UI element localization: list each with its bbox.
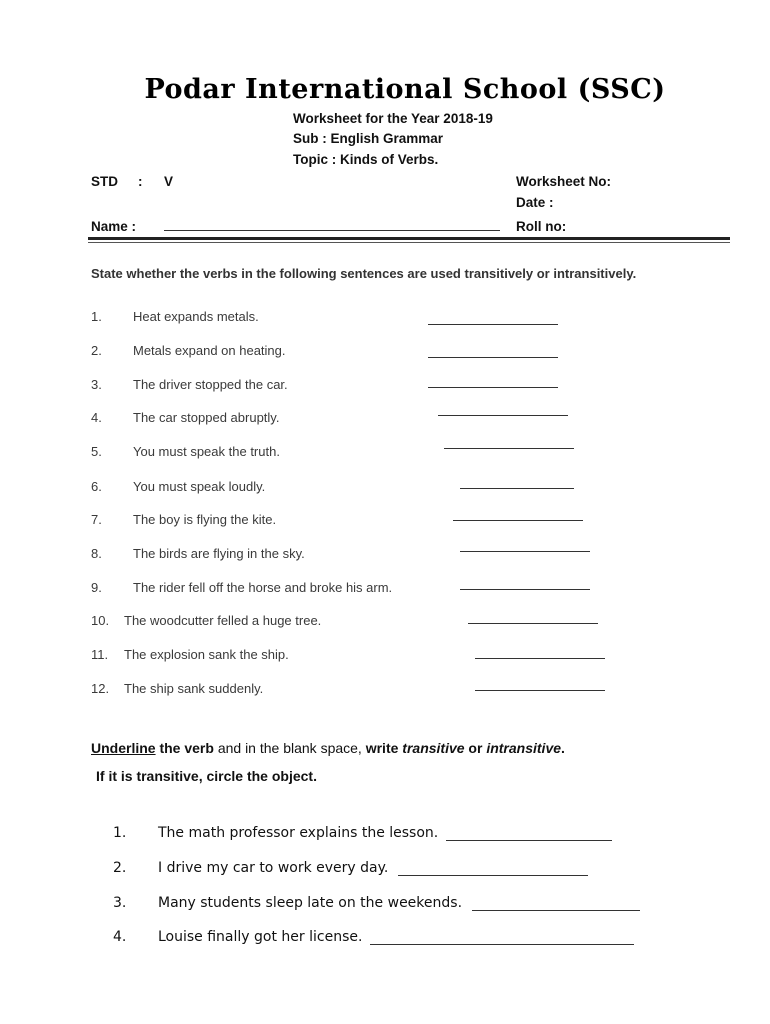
answer-blank[interactable]: [428, 387, 558, 388]
roll-no-label: Roll no:: [516, 219, 567, 234]
answer-blank[interactable]: [444, 448, 574, 449]
question-number: 1.: [91, 309, 102, 324]
answer-blank[interactable]: [428, 324, 558, 325]
question-number: 10.: [91, 613, 110, 628]
answer-blank[interactable]: [438, 415, 568, 416]
topic-line: Topic : Kinds of Verbs.: [293, 152, 439, 167]
section2-instruction-line2: If it is transitive, circle the object.: [96, 768, 317, 784]
question-number: 2.: [91, 343, 102, 358]
std-value: V: [164, 174, 174, 189]
sentence-number: 1.: [113, 825, 127, 841]
instr-intransitive: intransitive: [486, 740, 562, 756]
section2-instruction: [91, 740, 565, 756]
answer-blank[interactable]: [472, 910, 640, 911]
question-text: You must speak loudly.: [133, 479, 266, 494]
header-divider-thick: [88, 237, 730, 240]
std-colon: :: [138, 174, 143, 189]
answer-blank[interactable]: [428, 357, 558, 358]
answer-blank[interactable]: [460, 488, 574, 489]
sentence-number: 3.: [113, 895, 127, 911]
instr-transitive: transitive: [402, 740, 465, 756]
answer-blank[interactable]: [453, 520, 583, 521]
name-label: Name :: [91, 219, 137, 234]
question-number: 12.: [91, 681, 110, 696]
school-title: Podar International School (SSC): [144, 74, 666, 105]
date-label: Date :: [516, 195, 554, 210]
answer-blank[interactable]: [398, 875, 588, 876]
instr-period: .: [561, 740, 565, 756]
worksheet-year: Worksheet for the Year 2018-19: [293, 111, 493, 126]
answer-blank[interactable]: [475, 658, 605, 659]
answer-blank[interactable]: [446, 840, 612, 841]
header-divider-thin: [88, 242, 730, 243]
answer-blank[interactable]: [460, 551, 590, 552]
sentence-text: Louise finally got her license.: [158, 929, 363, 945]
question-text: You must speak the truth.: [133, 444, 280, 459]
question-text: The woodcutter felled a huge tree.: [124, 613, 322, 628]
instr-underline: Underline: [91, 740, 156, 756]
question-text: The birds are flying in the sky.: [133, 546, 305, 561]
question-text: The ship sank suddenly.: [124, 681, 264, 696]
std-label: STD: [91, 174, 118, 189]
question-number: 3.: [91, 377, 102, 392]
sentence-text: Many students sleep late on the weekends.: [158, 895, 463, 911]
worksheet-no-label: Worksheet No:: [516, 174, 612, 189]
question-text: Heat expands metals.: [133, 309, 259, 324]
question-number: 4.: [91, 410, 102, 425]
answer-blank[interactable]: [460, 589, 590, 590]
question-text: The rider fell off the horse and broke his arm.: [133, 580, 393, 595]
answer-blank[interactable]: [475, 690, 605, 691]
question-text: The driver stopped the car.: [133, 377, 288, 392]
question-number: 7.: [91, 512, 102, 527]
answer-blank[interactable]: [468, 623, 598, 624]
question-text: Metals expand on heating.: [133, 343, 286, 358]
section1-instruction: State whether the verbs in the following sentences are used transitively or intransitively.: [91, 266, 637, 281]
instr-mid: and in the blank space,: [213, 740, 366, 756]
sentence-number: 4.: [113, 929, 127, 945]
instr-the-verb: the verb: [155, 740, 214, 756]
question-number: 5.: [91, 444, 102, 459]
question-text: The boy is flying the kite.: [133, 512, 277, 527]
question-text: The car stopped abruptly.: [133, 410, 280, 425]
instr-or: or: [464, 740, 487, 756]
sentence-text: The math professor explains the lesson.: [158, 825, 439, 841]
question-number: 11.: [91, 647, 109, 662]
answer-blank[interactable]: [370, 944, 634, 945]
question-text: The explosion sank the ship.: [124, 647, 289, 662]
name-blank-line[interactable]: [164, 230, 500, 231]
subject-line: Sub : English Grammar: [293, 131, 444, 146]
sentence-text: I drive my car to work every day.: [158, 860, 389, 876]
question-number: 9.: [91, 580, 102, 595]
instr-write: write: [365, 740, 403, 756]
question-number: 6.: [91, 479, 102, 494]
question-number: 8.: [91, 546, 102, 561]
sentence-number: 2.: [113, 860, 127, 876]
